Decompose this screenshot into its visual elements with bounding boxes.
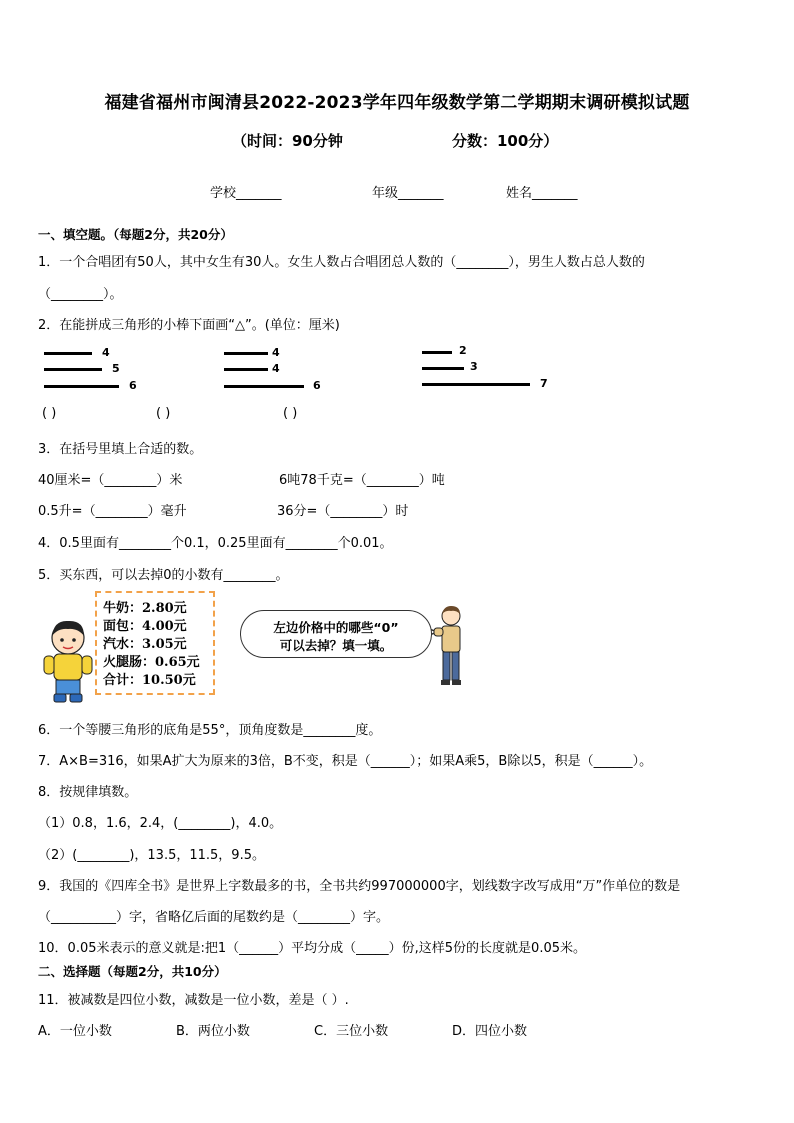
price-item: 面包：4.00元	[103, 619, 187, 634]
stick-length: 7	[540, 377, 548, 390]
question-9-line1: 9．我国的《四库全书》是世界上字数最多的书，全书共约997000000字，划线数字改写成用“万”作单位的数是	[38, 879, 681, 894]
question-2-prompt: 2．在能拼成三角形的小棒下面画“△”。(单位：厘米)	[38, 318, 340, 333]
option-c[interactable]: C．三位小数	[314, 1024, 389, 1039]
name-field: 姓名_______	[506, 186, 578, 201]
section-heading-fill: 一、填空题。（每题2分，共20分）	[38, 227, 233, 242]
speech-bubble	[240, 610, 432, 658]
option-b[interactable]: B．两位小数	[176, 1024, 250, 1039]
bubble-line-1: 左边价格中的哪些“0”	[273, 620, 399, 635]
exam-time: （时间：90分钟	[232, 132, 343, 150]
page-title: 福建省福州市闽清县2022-2023学年四年级数学第二学期期末调研模拟试题	[104, 93, 690, 113]
price-item: 合计：10.50元	[103, 673, 196, 688]
answer-blank[interactable]: ( )	[283, 406, 298, 421]
answer-blank[interactable]: ( )	[42, 406, 57, 421]
question-4: 4．0.5里面有________个0.1，0.25里面有________个0.01。	[38, 536, 393, 551]
question-1-line2: （________）。	[38, 287, 123, 302]
option-d[interactable]: D．四位小数	[452, 1024, 528, 1039]
price-list-box	[95, 591, 215, 695]
stick	[224, 385, 304, 388]
price-item: 汽水：3.05元	[103, 637, 187, 652]
section-heading-choice: 二、选择题（每题2分，共10分）	[38, 964, 227, 979]
question-3c: 0.5升=（________）毫升	[38, 504, 187, 519]
stick	[422, 367, 464, 370]
bubble-line-2: 可以去掉？填一填。	[279, 638, 393, 653]
stick	[44, 385, 119, 388]
grade-field: 年级_______	[372, 186, 444, 201]
stick-length: 2	[459, 344, 467, 357]
stick-length: 4	[272, 346, 280, 359]
school-field: 学校_______	[210, 186, 282, 201]
price-item: 牛奶：2.80元	[103, 601, 187, 616]
stick-length: 3	[470, 360, 478, 373]
stick-length: 6	[313, 379, 321, 392]
option-a[interactable]: A．一位小数	[38, 1024, 112, 1039]
question-11-prompt: 11．被减数是四位小数，减数是一位小数，差是（ ）.	[38, 993, 349, 1008]
boy-illustration	[38, 616, 98, 706]
answer-blank[interactable]: ( )	[156, 406, 171, 421]
question-6: 6．一个等腰三角形的底角是55°，顶角度数是________度。	[38, 723, 382, 738]
teacher-illustration	[430, 604, 470, 688]
stick	[224, 352, 268, 355]
question-3d: 36分=（________）时	[277, 504, 409, 519]
stick	[44, 368, 102, 371]
question-3a: 40厘米=（________）米	[38, 473, 183, 488]
stick	[44, 352, 92, 355]
question-1-line1: 1．一个合唱团有50人，其中女生有30人。女生人数占合唱团总人数的（________），男生人数占总人数的	[38, 255, 645, 270]
question-8b: （2）(________)，13.5，11.5，9.5。	[38, 848, 265, 863]
stick-length: 4	[272, 362, 280, 375]
stick-length: 5	[112, 362, 120, 375]
question-8a: （1）0.8，1.6，2.4，(________)，4.0。	[38, 816, 283, 831]
question-5-prompt: 5．买东西，可以去掉0的小数有________。	[38, 568, 289, 583]
stick	[224, 368, 268, 371]
stick	[422, 351, 452, 354]
exam-score: 分数：100分）	[452, 132, 559, 150]
stick-length: 6	[129, 379, 137, 392]
price-item: 火腿肠：0.65元	[103, 655, 200, 670]
question-10: 10．0.05米表示的意义就是:把1（______）平均分成（_____）份,这样5份的长度就是0.05米。	[38, 941, 586, 956]
question-8-prompt: 8．按规律填数。	[38, 785, 138, 800]
stick	[422, 383, 530, 386]
stick-length: 4	[102, 346, 110, 359]
question-3b: 6吨78千克=（________）吨	[279, 473, 445, 488]
question-9-line2: （__________）字，省略亿后面的尾数约是（________）字。	[38, 910, 390, 925]
question-7: 7．A×B=316，如果A扩大为原来的3倍，B不变，积是（______）；如果A乘5，B除以5，积是（______）。	[38, 754, 653, 769]
question-3-prompt: 3．在括号里填上合适的数。	[38, 442, 203, 457]
